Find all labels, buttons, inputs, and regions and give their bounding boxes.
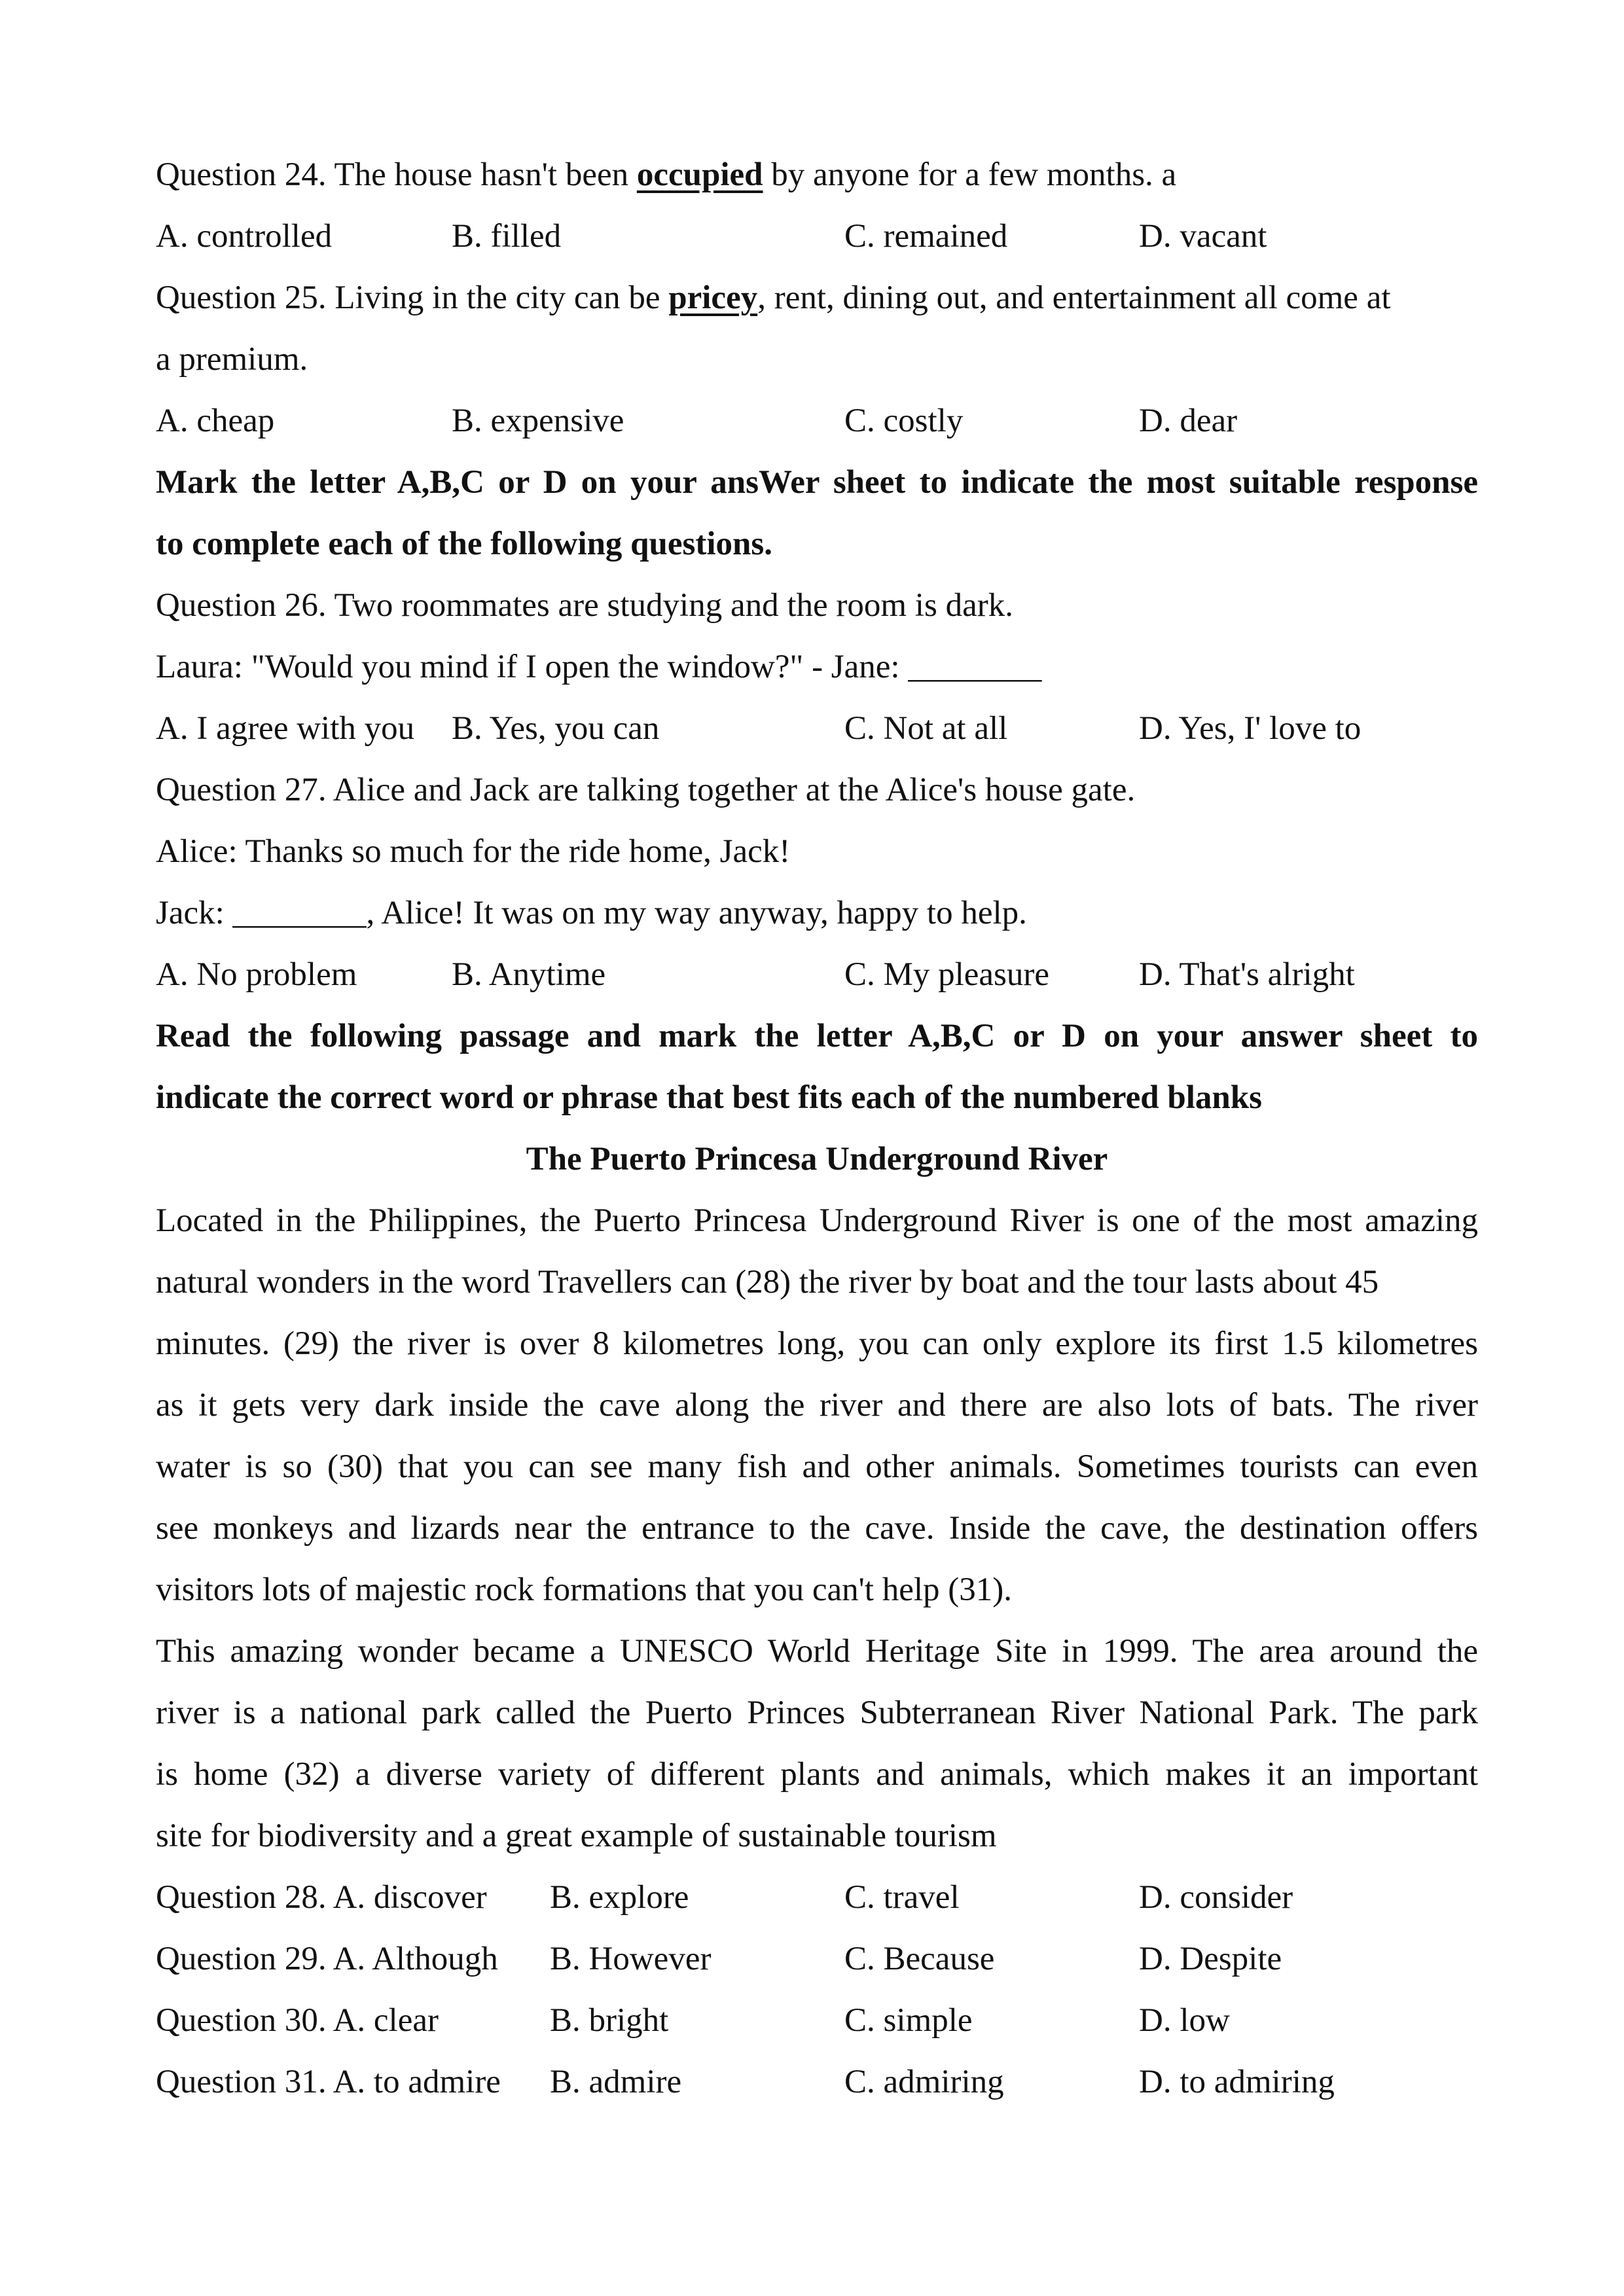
stem-text: , rent, dining out, and entertainment all come at xyxy=(757,279,1391,316)
underlined-keyword: pricey xyxy=(668,279,758,316)
option-b: B. Anytime xyxy=(452,956,606,993)
question-31-options xyxy=(156,2051,1478,2113)
option-d: D. Yes, I' love to xyxy=(1139,710,1362,747)
option-b: B. expensive xyxy=(452,403,624,439)
option-d: D. consider xyxy=(1139,1879,1293,1916)
question-label-option-a: Question 29. A. Although xyxy=(156,1941,498,1977)
option-c: C. simple xyxy=(844,2002,973,2039)
option-c: C. costly xyxy=(844,403,964,439)
instruction-passage-line-2: indicate the correct word or phrase that best fits each of the numbered blanks xyxy=(156,1079,1262,1116)
question-27-options xyxy=(156,944,1478,1005)
question-25-stem-continued: a premium. xyxy=(156,341,308,378)
option-d: D. That's alright xyxy=(1139,956,1355,993)
instruction-response-line-1: Mark the letter A,B,C or D on your ansWer sheet to indicate the most suitable response xyxy=(156,464,1478,501)
stem-text: Question 25. Living in the city can be xyxy=(156,279,669,316)
stem-text: Question 24. The house hasn't been xyxy=(156,156,637,193)
stem-text: by anyone for a few months. a xyxy=(763,156,1177,193)
option-c: C. admiring xyxy=(844,2064,1004,2100)
option-b: B. admire xyxy=(550,2064,682,2100)
question-24-options xyxy=(156,206,1478,267)
passage-line: This amazing wonder became a UNESCO World Heritage Site in 1999. The area around the xyxy=(156,1633,1478,1670)
instruction-response-line-2: to complete each of the following questions. xyxy=(156,526,773,562)
passage-line: visitors lots of majestic rock formations that you can't help (31). xyxy=(156,1571,1012,1608)
question-26-options xyxy=(156,698,1478,759)
question-27-stem: Question 27. Alice and Jack are talking together at the Alice's house gate. xyxy=(156,772,1136,808)
option-a: A. cheap xyxy=(156,403,275,439)
option-d: D. vacant xyxy=(1139,218,1267,255)
option-c: C. Not at all xyxy=(844,710,1008,747)
passage-line: minutes. (29) the river is over 8 kilometres long, you can only explore its first 1.5 kilometres xyxy=(156,1325,1478,1362)
passage-line: is home (32) a diverse variety of different plants and animals, which makes it an important xyxy=(156,1756,1478,1793)
question-label-option-a: Question 28. A. discover xyxy=(156,1879,487,1916)
option-d: D. low xyxy=(1139,2002,1230,2039)
question-28-options xyxy=(156,1867,1478,1928)
option-b: B. explore xyxy=(550,1879,689,1916)
passage-line: river is a national park called the Puerto Princes Subterranean River National Park. The park xyxy=(156,1695,1478,1731)
option-c: C. travel xyxy=(844,1879,960,1916)
option-a: A. No problem xyxy=(156,956,357,993)
option-c: C. Because xyxy=(844,1941,995,1977)
instruction-passage-line-1: Read the following passage and mark the letter A,B,C or D on your answer sheet to xyxy=(156,1018,1478,1054)
option-c: C. My pleasure xyxy=(844,956,1050,993)
option-a: A. controlled xyxy=(156,218,333,255)
document-page xyxy=(156,144,1478,2113)
question-25-options xyxy=(156,390,1478,452)
question-label-option-a: Question 31. A. to admire xyxy=(156,2064,501,2100)
question-label-option-a: Question 30. A. clear xyxy=(156,2002,439,2039)
passage-line: Located in the Philippines, the Puerto Princesa Underground River is one of the most amazing xyxy=(156,1202,1478,1239)
question-29-options xyxy=(156,1928,1478,1990)
underlined-keyword: occupied xyxy=(636,156,763,193)
question-25-stem xyxy=(156,267,1478,329)
question-30-options xyxy=(156,1990,1478,2051)
passage-title: The Puerto Princesa Underground River xyxy=(526,1141,1108,1177)
question-26-stem: Question 26. Two roommates are studying and the room is dark. xyxy=(156,587,1013,624)
option-b: B. bright xyxy=(550,2002,669,2039)
option-b: B. However xyxy=(550,1941,712,1977)
passage-line: water is so (30) that you can see many fish and other animals. Sometimes tourists can even xyxy=(156,1448,1478,1485)
question-26-dialogue: Laura: "Would you mind if I open the window?" - Jane: ________ xyxy=(156,649,1042,685)
passage-line: natural wonders in the word Travellers can (28) the river by boat and the tour lasts about 45 xyxy=(156,1264,1379,1300)
option-d: D. dear xyxy=(1139,403,1238,439)
passage-line: see monkeys and lizards near the entrance to the cave. Inside the cave, the destination offers xyxy=(156,1510,1478,1547)
option-a: A. I agree with you xyxy=(156,710,415,747)
option-d: D. Despite xyxy=(1139,1941,1282,1977)
question-27-dialogue-jack: Jack: ________, Alice! It was on my way anyway, happy to help. xyxy=(156,895,1027,931)
question-24-stem xyxy=(156,144,1478,206)
question-27-dialogue-alice: Alice: Thanks so much for the ride home, Jack! xyxy=(156,833,791,870)
option-c: C. remained xyxy=(844,218,1008,255)
passage-line: as it gets very dark inside the cave along the river and there are also lots of bats. The river xyxy=(156,1387,1478,1424)
passage-line: site for biodiversity and a great example of sustainable tourism xyxy=(156,1818,997,1854)
option-b: B. filled xyxy=(452,218,562,255)
option-b: B. Yes, you can xyxy=(452,710,660,747)
option-d: D. to admiring xyxy=(1139,2064,1335,2100)
